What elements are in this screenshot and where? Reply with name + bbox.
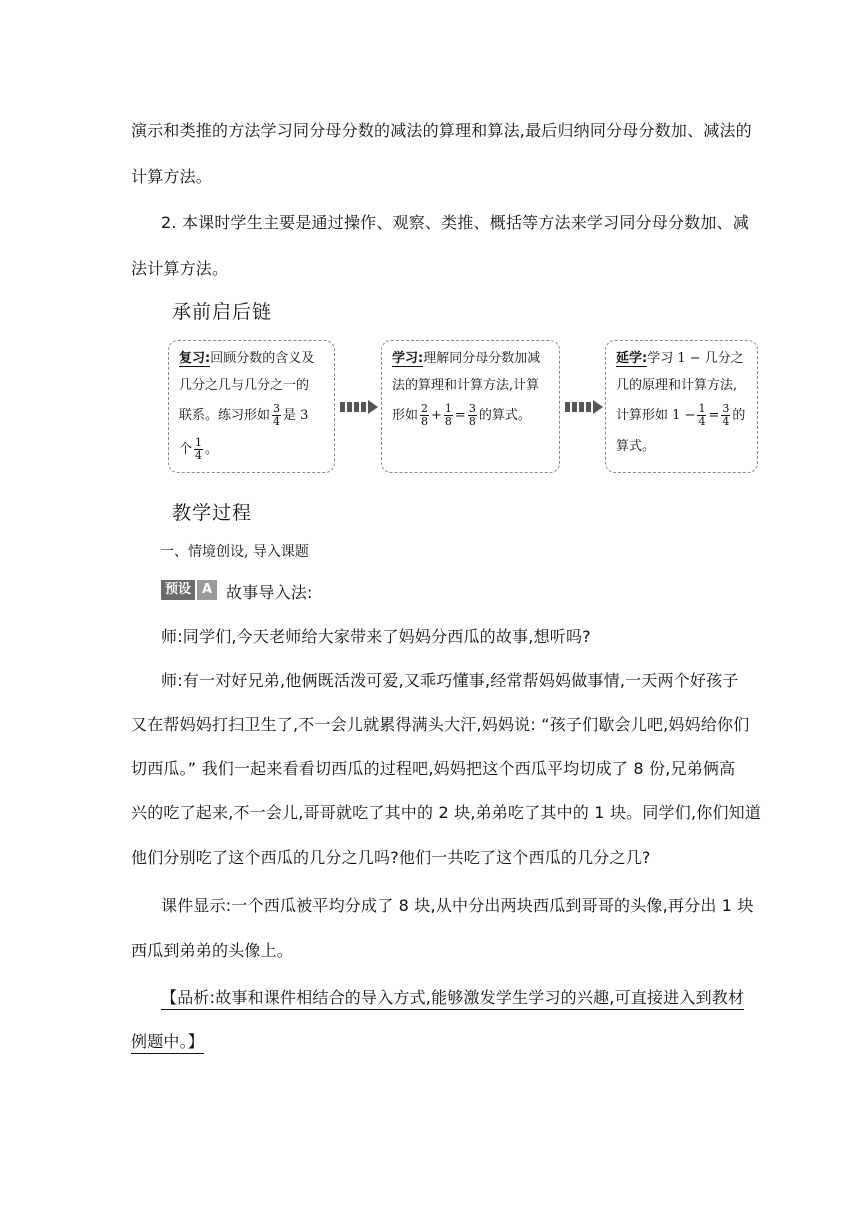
- story-line: 师:有一对好兄弟,他俩既活泼可爱,又乖巧懂事,经常帮妈妈做事情,一天两个好孩子: [161, 671, 739, 690]
- paragraph-line: 法计算方法。: [131, 259, 229, 278]
- learn-text: 的算式。: [478, 408, 531, 423]
- learn-text: 理解同分母分数加减: [423, 351, 541, 366]
- preset-label: 预设: [161, 580, 195, 600]
- extend-text: 的: [732, 408, 746, 423]
- section-title-chain: 承前启后链: [172, 301, 273, 323]
- learn-text: 形如: [392, 408, 419, 423]
- review-text: 是 3: [283, 408, 309, 423]
- paragraph-line: 计算方法。: [131, 167, 213, 186]
- fraction: $\frac{2}{8}$: [421, 402, 429, 428]
- story-line: 兴的吃了起来,不一会儿,哥哥就吃了其中的 2 块,弟弟吃了其中的 1 块。同学们,你们知道: [131, 803, 762, 822]
- story-line: 又在帮妈妈打扫卫生了,不一会儿就累得满头大汗,妈妈说: “孩子们歇会儿吧,妈妈给你们: [131, 715, 750, 734]
- extend-text: 计算形如 1 −: [616, 408, 696, 423]
- review-text: 几分之几与几分之一的: [179, 378, 310, 393]
- story-line: 课件显示:一个西瓜被平均分成了 8 块,从中分出两块西瓜到哥哥的头像,再分出 1 块: [161, 896, 754, 915]
- paragraph-line: 演示和类推的方法学习同分母分数的减法的算理和算法,最后归纳同分母分数加、减法的: [131, 121, 752, 140]
- chain-box-review: [168, 340, 335, 473]
- extend-text: 几的原理和计算方法,: [616, 378, 738, 393]
- fraction: $\frac{1}{8}$: [444, 402, 452, 428]
- arrow-right-icon: [340, 400, 380, 414]
- chain-box-extend: [605, 340, 758, 473]
- review-text: 回顾分数的含义及: [210, 351, 315, 366]
- arrow-right-icon: [565, 400, 605, 414]
- story-line: 西瓜到弟弟的头像上。: [131, 941, 294, 960]
- fraction: $\frac{1}{4}$: [195, 436, 203, 462]
- operator: =: [454, 408, 466, 423]
- fraction: $\frac{1}{4}$: [698, 402, 706, 428]
- story-line: 切西瓜。” 我们一起来看看切西瓜的过程吧,妈妈把这个西瓜平均切成了 8 份,兄弟俩高: [131, 759, 736, 778]
- fraction: $\frac{3}{4}$: [273, 402, 281, 428]
- story-line: 师:同学们,今天老师给大家带来了妈妈分西瓜的故事,想听吗?: [161, 627, 591, 646]
- extend-text: 学习 1 − 几分之: [647, 351, 744, 366]
- analysis-note: 例题中。】: [131, 1029, 204, 1052]
- paragraph-line: 2. 本课时学生主要是通过操作、观察、类推、概括等方法来学习同分母分数加、减: [161, 213, 749, 232]
- chain-box-learn: [381, 340, 560, 473]
- operator: +: [431, 408, 442, 423]
- preset-letter: A: [197, 580, 217, 600]
- fraction: $\frac{3}{4}$: [722, 402, 730, 428]
- analysis-note: 【品析:故事和课件相结合的导入方式,能够激发学生学习的兴趣,可直接进入到教材: [161, 985, 744, 1008]
- learn-text: 法的算理和计算方法,计算: [392, 378, 540, 393]
- story-line: 他们分别吃了这个西瓜的几分之几吗?他们一共吃了这个西瓜的几分之几?: [131, 848, 651, 867]
- section-subtitle: 一、情境创设, 导入课题: [160, 544, 309, 560]
- operator: =: [708, 408, 720, 423]
- extend-text: 算式。: [616, 439, 656, 454]
- tag-learn: 学习:: [392, 351, 424, 366]
- preset-title: 故事导入法:: [226, 583, 313, 602]
- section-title-process: 教学过程: [172, 502, 253, 524]
- preset-badge: [161, 580, 217, 600]
- tag-extend: 延学:: [616, 351, 648, 366]
- tag-review: 复习:: [179, 351, 211, 366]
- review-text: 联系。练习形如: [179, 408, 271, 423]
- fraction: $\frac{3}{8}$: [468, 402, 476, 428]
- review-text: 。: [205, 442, 219, 457]
- review-text: 个: [179, 442, 193, 457]
